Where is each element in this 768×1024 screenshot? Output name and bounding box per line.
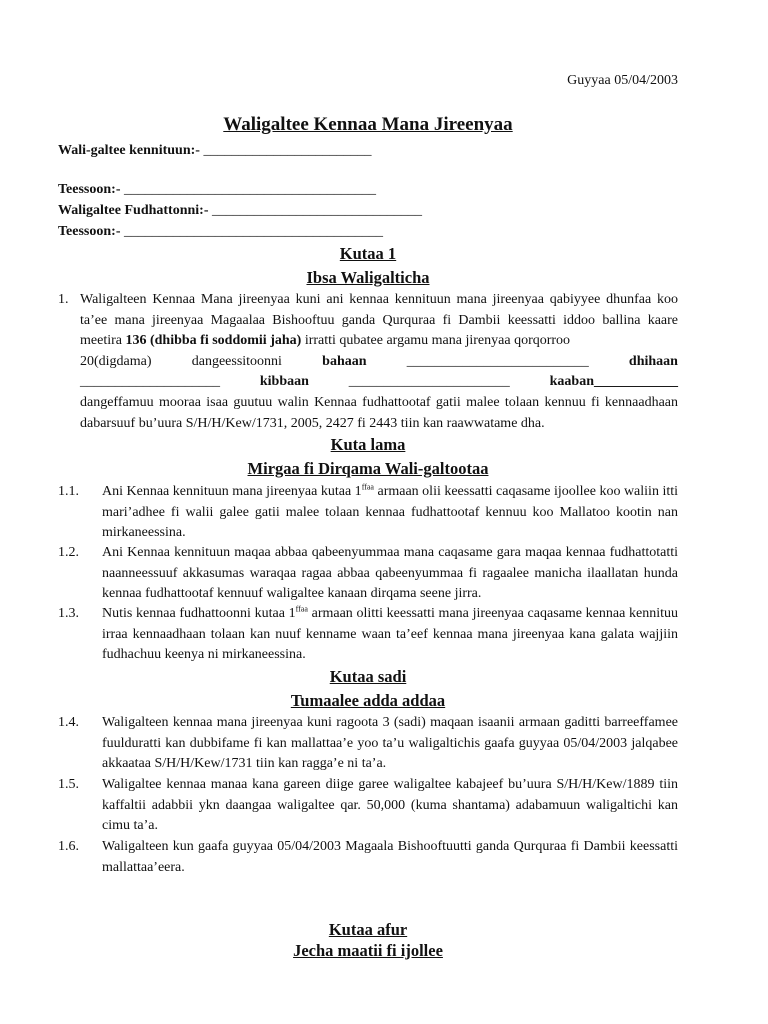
ordinal-suffix: ffaa [361, 482, 374, 492]
clause-number: 1. [58, 292, 69, 307]
receiver-label: Waligaltee Fudhattonni:- [58, 203, 209, 218]
clause-1-3 [102, 604, 678, 666]
clause-text: Nutis kennaa fudhattoonni kutaa 1 [102, 606, 296, 621]
clause-number: 1.6. [58, 839, 79, 854]
clause-1-4: Waligalteen kennaa mana jireenyaa kuni ragoota 3 (sadi) maqaan isaanii armaan gaditti barreeffamee fuulduratti kan dubbifame fi kan mallattaa’e yoo ta’u waligaltichis gaafa guyyaa 05/04/2003 jalqabee akkaataa S/H/H/Kew/1731 tiin kan ragga’e ni ta’a. [102, 715, 678, 772]
clause-text: armaan olii keessatti caqasame ijoollee koo waliin itti mari’adhee fi walii galee gatii malee tolaan kennaa fudhattootaf kennuu koo Mallatoo kootin nan mirkaneessina. [102, 484, 678, 541]
receiver-field [58, 203, 422, 219]
giver-address-field [58, 182, 376, 198]
clause-1-2: Ani Kennaa kennituun maqaa abbaa qabeenyummaa mana caqasame gara maqaa kennaa fudhattotatti naanneessuuf akkasumas waraqaa ragaa abbaa qabeenyummaa fi ragaalee manicha ilaallatan hunda kennaa fudhattootaf kennuuf waligaltee kanaan dirqama seene jirra. [102, 545, 678, 602]
clause-text: Ani Kennaa kennituun mana jireenyaa kutaa 1 [102, 484, 362, 499]
giver-blank: ________________________ [199, 143, 372, 158]
clause-number: 1.4. [58, 715, 79, 730]
receiver-address-blank: _____________________________________ [120, 224, 383, 239]
boundary-row-2 [80, 372, 678, 393]
boundary-word: dangeessitoonni [191, 353, 282, 369]
clause-1-text: Waligalteen Kennaa Mana jireenyaa kuni ani kennaa kennituun mana jireenyaa qabiyyee dhunfaa koo ta’ee mana jireenyaa Magaalaa Bishooftuu ganda Qurquraa fi Dambii keessatti iddoo ballina kaare meetira [80, 292, 678, 349]
boundary-blank: __________________________ [406, 353, 589, 369]
section-4-subheading: Jecha maatii fi ijollee [293, 941, 443, 960]
boundary-blank: ____________________ [80, 374, 220, 390]
section-1-subheading: Ibsa Waligalticha [306, 268, 430, 287]
clause-1-text-cont: irratti qubatee argamu mana jirenyaa qorqorroo [304, 333, 571, 349]
document-page [58, 0, 678, 1024]
boundary-north-label: kaaban____________ [549, 374, 678, 390]
clause-number: 1.5. [58, 777, 79, 792]
clause-text: armaan olitti keessatti mana jireenyaa caqasame kennaa kennituu irraa kennaadhaan tolaan kan nuuf kenname waan ta’eef kennaa mana jireenyaa kana galata wajjiin fudhachuu keenya ni mirkaneessina. [102, 606, 678, 663]
section-3-subheading: Tumaalee adda addaa [290, 691, 446, 710]
clause-number: 1.2. [58, 545, 79, 560]
boundary-blank: _______________________ [348, 374, 510, 390]
boundary-west-label: dhihaan [628, 353, 678, 369]
section-2-subheading: Mirgaa fi Dirqama Wali-galtootaa [247, 459, 489, 478]
ordinal-suffix: ffaa [295, 604, 308, 614]
giver-field [58, 143, 371, 159]
plot-size: 136 (dhibba fi soddomii jaha) [125, 333, 302, 349]
section-4-heading: Kutaa afur [328, 920, 408, 939]
section-2-heading: Kuta lama [330, 435, 406, 454]
boundary-row-1 [80, 352, 678, 373]
receiver-blank: ______________________________ [208, 203, 423, 218]
giver-address-label: Teessoon:- [58, 182, 121, 197]
clause-1-body [80, 290, 678, 434]
clause-number: 1.3. [58, 606, 79, 621]
clause-1-tail: dangeffamuu mooraa isaa guutuu walin Kennaa fudhattootaf gatii malee tolaan kennuu fi kennaadhaan dabarsuuf bu’uura S/H/H/Kew/1731, 2005, 2427 fi 2443 tiin kan raawwatame dha. [80, 394, 678, 431]
clause-1-1 [102, 482, 678, 544]
giver-address-blank: ____________________________________ [120, 182, 376, 197]
giver-label: Wali-galtee kennituun:- [58, 143, 200, 158]
section-1-heading: Kutaa 1 [339, 244, 397, 263]
receiver-address-field [58, 224, 383, 240]
boundary-south-label: kibbaan [259, 374, 309, 390]
document-date: Guyyaa 05/04/2003 [567, 73, 678, 88]
document-title: Waligaltee Kennaa Mana Jireenyaa [223, 114, 513, 135]
receiver-address-label: Teessoon:- [58, 224, 121, 239]
section-3-heading: Kutaa sadi [329, 667, 407, 686]
boundary-word: 20(digdama) [80, 353, 152, 369]
clause-number: 1.1. [58, 484, 79, 499]
boundary-east-label: bahaan [322, 353, 367, 369]
clause-1-5: Waligaltee kennaa manaa kana gareen diige garee waligaltee kabajeef bu’uura S/H/H/Kew/1889 tiin kaffaltii adabbii ykn daangaa waligaltee qar. 50,000 (kuma shantama) adabamuun waligaltichi kan cimu ta’a. [102, 777, 678, 834]
clause-1-6: Waligalteen kun gaafa guyyaa 05/04/2003 Magaala Bishooftuutti ganda Qurquraa fi Dambii keessatti mallattaa’eera. [102, 839, 678, 875]
